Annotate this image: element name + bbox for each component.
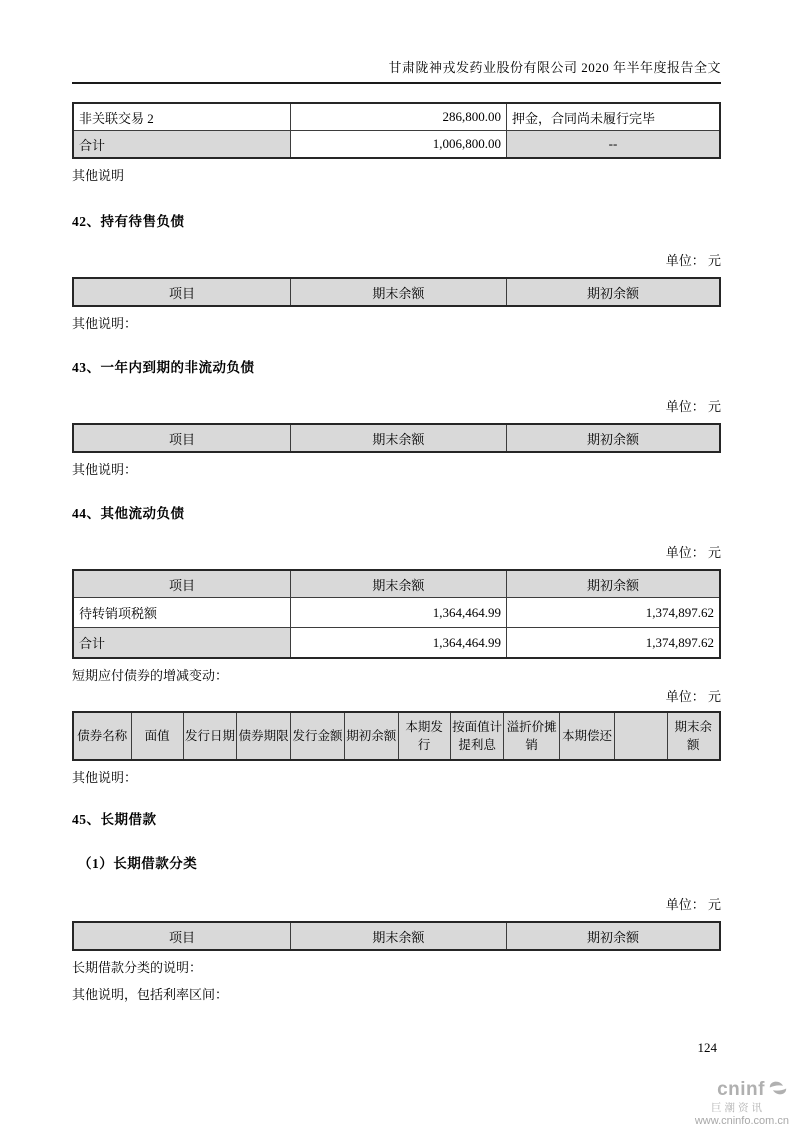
- long-term-loans-table: [72, 921, 721, 951]
- cninfo-swirl-icon: [767, 1078, 789, 1103]
- loan-classification-note: 长期借款分类的说明：: [72, 960, 203, 975]
- cninfo-logo: [679, 1078, 789, 1127]
- column-header-beginning: 期初余额: [506, 424, 720, 452]
- column-header-item: 项目: [73, 278, 290, 306]
- bond-col-issue-amount: 发行金额: [290, 712, 344, 760]
- subsection-heading-45-1: （1）长期借款分类: [78, 856, 198, 871]
- total-beginning-balance: 1,374,897.62: [506, 628, 720, 659]
- bond-col-current-repayment: 本期偿还: [559, 712, 614, 760]
- table-row-total: [73, 628, 720, 659]
- bond-col-face-value: 面值: [131, 712, 183, 760]
- document-title: 甘肃陇神戎发药业股份有限公司 2020 年半年度报告全文: [388, 60, 721, 75]
- table-header-row: [73, 424, 720, 452]
- row-note: 押金，合同尚未履行完毕: [506, 103, 720, 131]
- short-term-bonds-table: [72, 711, 721, 761]
- total-label: 合计: [73, 628, 290, 659]
- table-header-row: [73, 922, 720, 950]
- row-label: 非关联交易 2: [73, 103, 290, 131]
- other-note: 其他说明: [72, 168, 125, 183]
- bond-col-beginning-balance: 期初余额: [345, 712, 399, 760]
- other-current-liabilities-table: [72, 569, 721, 659]
- unit-label: 单位： 元: [665, 253, 721, 268]
- bond-col-interest-at-face: 按面值计提利息: [450, 712, 504, 760]
- row-ending-balance: 1,364,464.99: [290, 598, 506, 628]
- row-beginning-balance: 1,374,897.62: [506, 598, 720, 628]
- page-number: 124: [697, 1040, 717, 1055]
- document-header: [72, 57, 721, 84]
- cninfo-logo-url: www.cninfo.com.cn: [694, 1115, 789, 1127]
- unit-label: 单位： 元: [665, 399, 721, 414]
- bond-col-name: 债券名称: [73, 712, 131, 760]
- row-label: 待转销项税额: [73, 598, 290, 628]
- held-for-sale-liabilities-table: [72, 277, 721, 307]
- bond-col-term: 债券期限: [237, 712, 291, 760]
- noncurrent-liabilities-due-table: [72, 423, 721, 453]
- section-heading-43: 43、一年内到期的非流动负债: [72, 360, 255, 375]
- table-header-row: [73, 570, 720, 598]
- column-header-item: 项目: [73, 570, 290, 598]
- column-header-beginning: 期初余额: [506, 278, 720, 306]
- total-label: 合计: [73, 131, 290, 159]
- section-heading-45: 45、长期借款: [72, 812, 157, 827]
- column-header-beginning: 期初余额: [506, 922, 720, 950]
- table-row: [73, 598, 720, 628]
- unit-label: 单位： 元: [665, 689, 721, 704]
- bond-col-ending-balance: 期末余额: [667, 712, 720, 760]
- bond-col-premium-amortization: 溢折价摊销: [504, 712, 559, 760]
- total-ending-balance: 1,364,464.99: [290, 628, 506, 659]
- other-note: 其他说明：: [72, 316, 138, 331]
- other-note: 其他说明：: [72, 770, 138, 785]
- bond-table-header-row: [73, 712, 720, 760]
- column-header-ending: 期末余额: [290, 570, 506, 598]
- table-header-row: [73, 278, 720, 306]
- unit-label: 单位： 元: [665, 897, 721, 912]
- bond-change-intro: 短期应付债券的增减变动：: [72, 668, 229, 683]
- column-header-item: 项目: [73, 922, 290, 950]
- bond-col-current-issue: 本期发行: [398, 712, 450, 760]
- interest-rate-note: 其他说明，包括利率区间：: [72, 987, 229, 1002]
- section-heading-44: 44、其他流动负债: [72, 506, 185, 521]
- bond-col-issue-date: 发行日期: [183, 712, 237, 760]
- row-amount: 286,800.00: [290, 103, 506, 131]
- other-note: 其他说明：: [72, 462, 138, 477]
- cninfo-logo-row: [679, 1078, 789, 1103]
- column-header-ending: 期末余额: [290, 922, 506, 950]
- table-row: [73, 103, 720, 131]
- section-heading-42: 42、持有待售负债: [72, 214, 185, 229]
- cninfo-logo-text: cninf: [717, 1078, 765, 1100]
- non-related-transaction-table: [72, 102, 721, 159]
- total-amount: 1,006,800.00: [290, 131, 506, 159]
- column-header-beginning: 期初余额: [506, 570, 720, 598]
- bond-col-empty: [615, 712, 667, 760]
- cninfo-logo-subtitle: 巨潮资讯: [711, 1101, 765, 1114]
- column-header-ending: 期末余额: [290, 278, 506, 306]
- table-row-total: [73, 131, 720, 159]
- column-header-item: 项目: [73, 424, 290, 452]
- total-note: --: [506, 131, 720, 159]
- unit-label: 单位： 元: [665, 545, 721, 560]
- column-header-ending: 期末余额: [290, 424, 506, 452]
